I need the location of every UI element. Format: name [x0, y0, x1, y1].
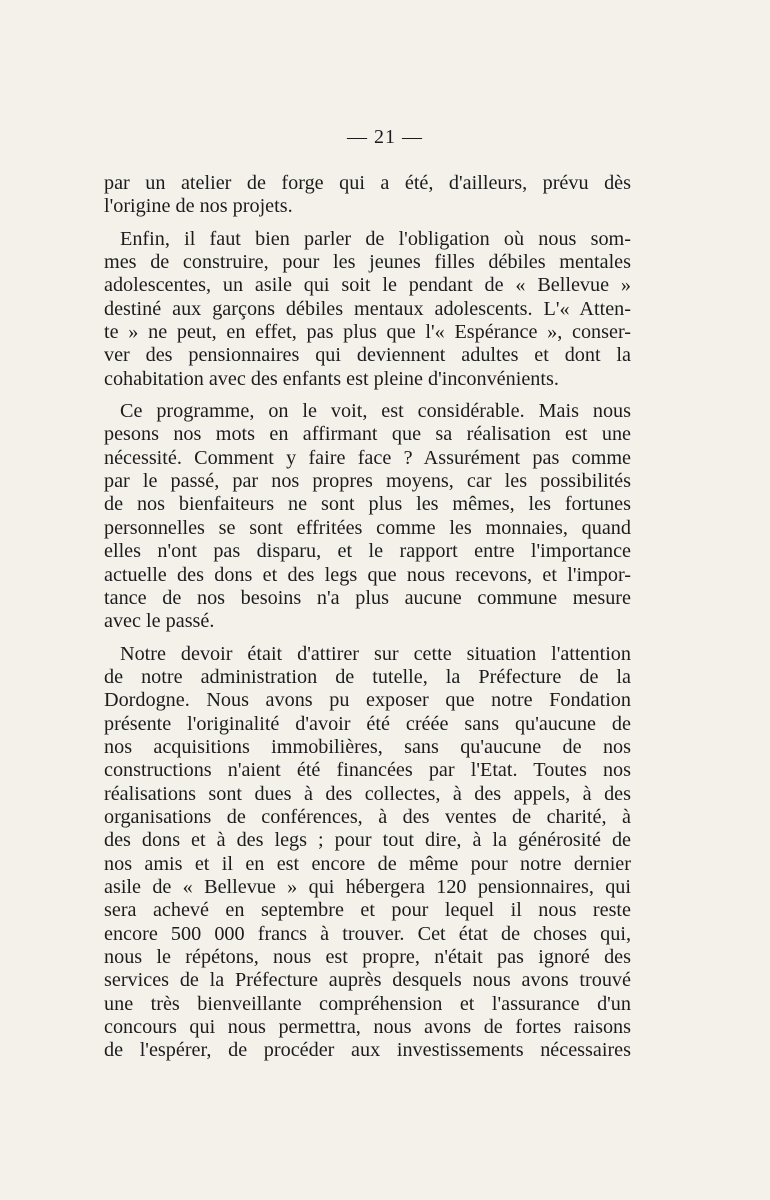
text-line: par le passé, par nos propres moyens, car les possibilités — [104, 470, 631, 493]
text-line: cohabitation avec des enfants est pleine d'inconvénients. — [104, 367, 559, 390]
text-line: personnelles se sont effritées comme les monnaies, quand — [104, 516, 631, 539]
text-line: une très bienveillante compréhension et l'assurance d'un — [104, 992, 631, 1015]
text-line: te » ne peut, en effet, pas plus que l'« Espérance », conser- — [104, 321, 631, 344]
text-line: avec le passé. — [104, 610, 215, 633]
text-line: constructions n'aient été financées par l'Etat. Toutes nos — [104, 759, 631, 782]
text-line: tance de nos besoins n'a plus aucune commune mesure — [104, 586, 631, 609]
text-line: par un atelier de forge qui a été, d'ailleurs, prévu dès — [104, 172, 631, 194]
text-line: présente l'originalité d'avoir été créée sans qu'aucune de — [104, 712, 631, 735]
text-line: de l'espérer, de procéder aux investissements nécessaires — [104, 1039, 631, 1062]
text-line: Ce programme, on le voit, est considérable. Mais nous — [120, 400, 631, 423]
text-line: adolescentes, un asile qui soit le pendant de « Bellevue » — [104, 274, 631, 297]
text-line: asile de « Bellevue » qui hébergera 120 pensionnaires, qui — [104, 875, 631, 898]
text-line: Notre devoir était d'attirer sur cette situation l'attention — [120, 642, 631, 665]
text-line: nos acquisitions immobilières, sans qu'aucune de nos — [104, 735, 631, 758]
text-line: ver des pensionnaires qui deviennent adultes et dont la — [104, 344, 631, 367]
text-line: encore 500 000 francs à trouver. Cet état de choses qui, — [104, 922, 631, 945]
paragraph-3 — [104, 400, 631, 633]
text-line: pesons nos mots en affirmant que sa réalisation est une — [104, 423, 631, 446]
text-line: nécessité. Comment y faire face ? Assurément pas comme — [104, 446, 631, 469]
text-line: Dordogne. Nous avons pu exposer que notre Fondation — [104, 689, 631, 712]
text-line: services de la Préfecture auprès desquels nous avons trouvé — [104, 969, 631, 992]
text-line: Enfin, il faut bien parler de l'obligation où nous som- — [120, 227, 631, 250]
text-line: nos amis et il en est encore de même pour notre dernier — [104, 852, 631, 875]
text-line: des dons et à des legs ; pour tout dire, à la générosité de — [104, 829, 631, 852]
text-line: sera achevé en septembre et pour lequel il nous reste — [104, 899, 631, 922]
paragraph-4 — [104, 643, 631, 1063]
text-line: concours qui nous permettra, nous avons de fortes raisons — [104, 1016, 631, 1039]
text-line: mes de construire, pour les jeunes filles débiles mentales — [104, 251, 631, 274]
text-line: l'origine de nos projets. — [104, 195, 293, 218]
page-number: — 21 — — [347, 126, 423, 148]
body-text — [104, 172, 631, 1063]
paragraph-1 — [104, 172, 631, 219]
text-line: organisations de conférences, à des ventes de charité, à — [104, 805, 631, 828]
text-line: de notre administration de tutelle, la Préfecture de la — [104, 665, 631, 688]
text-line: elles n'ont pas disparu, et le rapport entre l'importance — [104, 540, 631, 563]
text-line: actuelle des dons et des legs que nous recevons, et l'impor- — [104, 563, 631, 586]
text-line: réalisations sont dues à des collectes, à des appels, à des — [104, 782, 631, 805]
text-line: nous le répétons, nous est propre, n'était pas ignoré des — [104, 946, 631, 968]
paragraph-2 — [104, 228, 631, 391]
text-line: destiné aux garçons débiles mentaux adolescents. L'« Atten- — [104, 297, 631, 320]
text-line: de nos bienfaiteurs ne sont plus les mêmes, les fortunes — [104, 493, 631, 516]
